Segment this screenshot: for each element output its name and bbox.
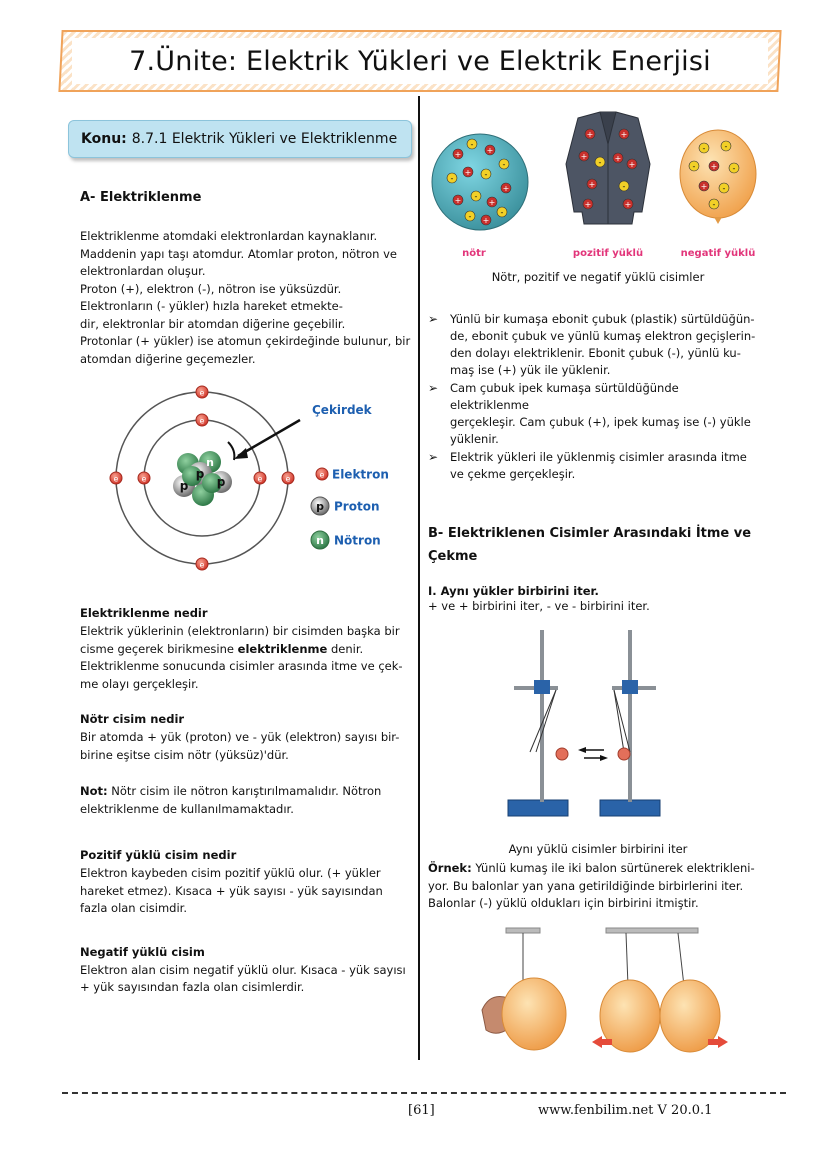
charged-ball <box>618 748 630 760</box>
note <box>80 783 415 818</box>
neutral-label: nötr <box>462 248 486 259</box>
electron <box>110 472 122 484</box>
svg-text:+: + <box>488 198 496 207</box>
topic-label: Konu: <box>81 131 127 147</box>
page-number: [61] <box>408 1103 435 1118</box>
negative-label: negatif yüklü <box>680 248 756 259</box>
svg-text:+: + <box>464 168 472 177</box>
svg-text:-: - <box>712 200 716 209</box>
svg-text:-: - <box>732 164 736 173</box>
svg-text:p: p <box>316 500 324 513</box>
svg-text:e: e <box>319 470 325 480</box>
proton-label: p <box>195 467 205 481</box>
site-link[interactable]: www.fenbilim.net V 20.0.1 <box>538 1103 713 1118</box>
neutral-sphere <box>432 134 528 230</box>
stand-base <box>508 800 568 816</box>
charged-objects-illustration <box>428 104 768 264</box>
svg-text:+: + <box>700 182 708 191</box>
definition-text: Bir atomda + yük (proton) ve - yük (elektron) sayısı bir- birine eşitse cisim nötr (yüksüz)'dür. <box>80 730 400 762</box>
svg-text:-: - <box>468 212 472 221</box>
section-a-title: A- Elektriklenme <box>80 190 202 205</box>
svg-text:+: + <box>454 150 462 159</box>
svg-text:Nötron: Nötron <box>334 533 381 548</box>
section-b-subtitle: I. Aynı yükler birbirini iter. <box>428 584 599 598</box>
svg-text:e: e <box>199 416 205 426</box>
bullet-item: ➢ Elektrik yükleri ile yüklenmiş cisimler arasında itme ve çekme gerçekleşir. <box>428 449 758 483</box>
svg-text:e: e <box>199 560 205 570</box>
electron <box>196 386 208 398</box>
svg-text:+: + <box>624 200 632 209</box>
stand-caption: Aynı yüklü cisimler birbirini iter <box>508 842 688 856</box>
definitions <box>80 606 415 997</box>
svg-text:-: - <box>622 182 626 191</box>
legend-proton <box>311 497 379 515</box>
definition-text: Elektron kaybeden cisim pozitif yüklü olur. (+ yükler hareket etmez). Kısaca + yük sayısı - yük sayısından fazla olan cisimdir. <box>80 866 383 915</box>
svg-text:+: + <box>710 162 718 171</box>
paragraph-line: elektronlardan oluşur. <box>80 264 206 278</box>
paragraph-line: Maddenin yapı taşı atomdur. Atomlar proton, nötron ve <box>80 246 398 261</box>
charged-objects-caption: Nötr, pozitif ve negatif yüklü cisimler <box>491 270 705 284</box>
footer-divider <box>62 1092 786 1094</box>
proton-label: p <box>216 475 226 489</box>
paragraph-line: Protonlar (+ yükler) ise atomun çekirdeğinde bulunur, bir <box>80 334 411 348</box>
svg-text:+: + <box>584 200 592 209</box>
positive-label: pozitif yüklü <box>572 248 644 259</box>
svg-text:+: + <box>586 130 594 139</box>
definition-text: Elektrik yüklerinin (elektronların) bir cisimden başka bir cisme geçerek birikmesine elektriklenme denir. Elektriklenme sonucunda cisimler arasında itme ve çek- me olayı gerçekleşir. <box>80 624 403 691</box>
electron <box>254 472 266 484</box>
svg-text:Elektron: Elektron <box>332 467 389 482</box>
definition-text: Elektron alan cisim negatif yüklü olur. Kısaca - yük sayısı + yük sayısından fazla olan cisimlerdir. <box>80 962 406 994</box>
svg-text:e: e <box>257 474 263 484</box>
bullet-item: ➢ Cam çubuk ipek kumaşa sürtüldüğünde elektriklenme gerçekleşir. Cam çubuk (+), ipek kumaş ise (-) yükle yüklenir. <box>428 380 758 448</box>
bullet-list <box>428 311 758 484</box>
paragraph-line: Proton (+), elektron (-), nötron ise yüksüzdür. <box>80 281 342 296</box>
svg-text:-: - <box>484 170 488 179</box>
svg-text:+: + <box>620 130 628 139</box>
definition-positive <box>80 848 415 918</box>
paragraph-line: Elektriklenme atomdaki elektronlardan kaynaklanır. <box>80 229 378 243</box>
definition-negative <box>80 945 415 997</box>
svg-text:e: e <box>285 474 291 484</box>
svg-text:+: + <box>628 160 636 169</box>
svg-text:-: - <box>474 192 478 201</box>
definition-title: Nötr cisim nedir <box>80 712 185 726</box>
svg-text:-: - <box>450 174 454 183</box>
balloons-illustration <box>478 922 758 1060</box>
electron <box>196 558 208 570</box>
svg-text:+: + <box>502 184 510 193</box>
legend-neutron <box>311 531 381 549</box>
definition-title: Elektriklenme nedir <box>80 606 208 620</box>
svg-text:+: + <box>482 216 490 225</box>
example-paragraph: Örnek: Yünlü kumaş ile iki balon sürtünerek elektrikleni- yor. Bu balonlar yan yana getirildiğinde birbirlerini iter. Balonlar (-) yüklü oldukları için birbirini itmiştir. <box>428 861 755 910</box>
legend-electron <box>316 468 389 482</box>
proton-label: p <box>179 479 189 493</box>
svg-text:-: - <box>722 184 726 193</box>
svg-text:e: e <box>113 474 119 484</box>
negative-balloon <box>680 130 756 224</box>
paragraph-line: dir, elektronlar bir atomdan diğerine geçebilir. <box>80 316 346 331</box>
charged-ball <box>556 748 568 760</box>
nucleus-label: Çekirdek <box>312 403 372 417</box>
svg-text:+: + <box>588 180 596 189</box>
neutron-label: n <box>206 456 214 469</box>
definition-electrification <box>80 606 415 693</box>
svg-text:+: + <box>454 196 462 205</box>
definition-title: Pozitif yüklü cisim nedir <box>80 848 237 862</box>
page-title: 7.Ünite: Elektrik Yükleri ve Elektrik Enerjisi <box>72 38 768 84</box>
definition-neutral <box>80 712 415 764</box>
electron <box>196 414 208 426</box>
svg-text:n: n <box>316 534 324 547</box>
note-text: Not: Nötr cisim ile nötron karıştırılmamalıdır. Nötron elektriklenme de kullanılmamaktadır. <box>80 784 382 816</box>
bullet-item: ➢ Yünlü bir kumaşa ebonit çubuk (plastik) sürtüldüğün- de, ebonit çubuk ve yünlü kumaş elektron geçişlerin- den dolayı elektriklenir. Ebonit çubuk (-), yünlü ku- maş ise (+) yük ile yüklenir. <box>428 311 758 379</box>
topic-box <box>68 120 412 158</box>
svg-text:+: + <box>580 152 588 161</box>
nucleus <box>173 451 232 506</box>
svg-text:-: - <box>470 140 474 149</box>
svg-text:-: - <box>724 142 728 151</box>
example-label: Örnek: <box>428 861 472 875</box>
electron <box>138 472 150 484</box>
electron <box>282 472 294 484</box>
atom-diagram <box>100 382 400 577</box>
section-a-paragraph <box>80 228 415 368</box>
stand-base <box>600 800 660 816</box>
svg-text:-: - <box>702 144 706 153</box>
definition-title: Negatif yüklü cisim <box>80 944 205 959</box>
svg-text:e: e <box>199 388 205 398</box>
svg-text:e: e <box>141 474 147 484</box>
paragraph-line: Elektronların (- yükler) hızla hareket etmekte- <box>80 299 343 313</box>
svg-text:-: - <box>500 208 504 217</box>
svg-text:+: + <box>486 146 494 155</box>
paragraph-line: atomdan diğerine geçemezler. <box>80 351 256 366</box>
section-b-title: B- Elektriklenen Cisimler Arasındaki İtme ve Çekme <box>428 526 752 564</box>
svg-text:Proton: Proton <box>334 499 380 514</box>
svg-text:-: - <box>502 160 506 169</box>
nucleus-pointer-arrow <box>238 420 300 456</box>
balloon <box>502 978 566 1050</box>
section-b-subtext: + ve + birbirini iter, - ve - birbirini iter. <box>428 599 650 613</box>
svg-text:+: + <box>614 154 622 163</box>
column-divider <box>418 96 420 1060</box>
repelling-charges-stand <box>500 622 680 832</box>
svg-text:-: - <box>692 162 696 171</box>
positive-coat <box>566 112 650 224</box>
svg-text:-: - <box>598 158 602 167</box>
topic-text: 8.7.1 Elektrik Yükleri ve Elektriklenme <box>131 131 398 147</box>
